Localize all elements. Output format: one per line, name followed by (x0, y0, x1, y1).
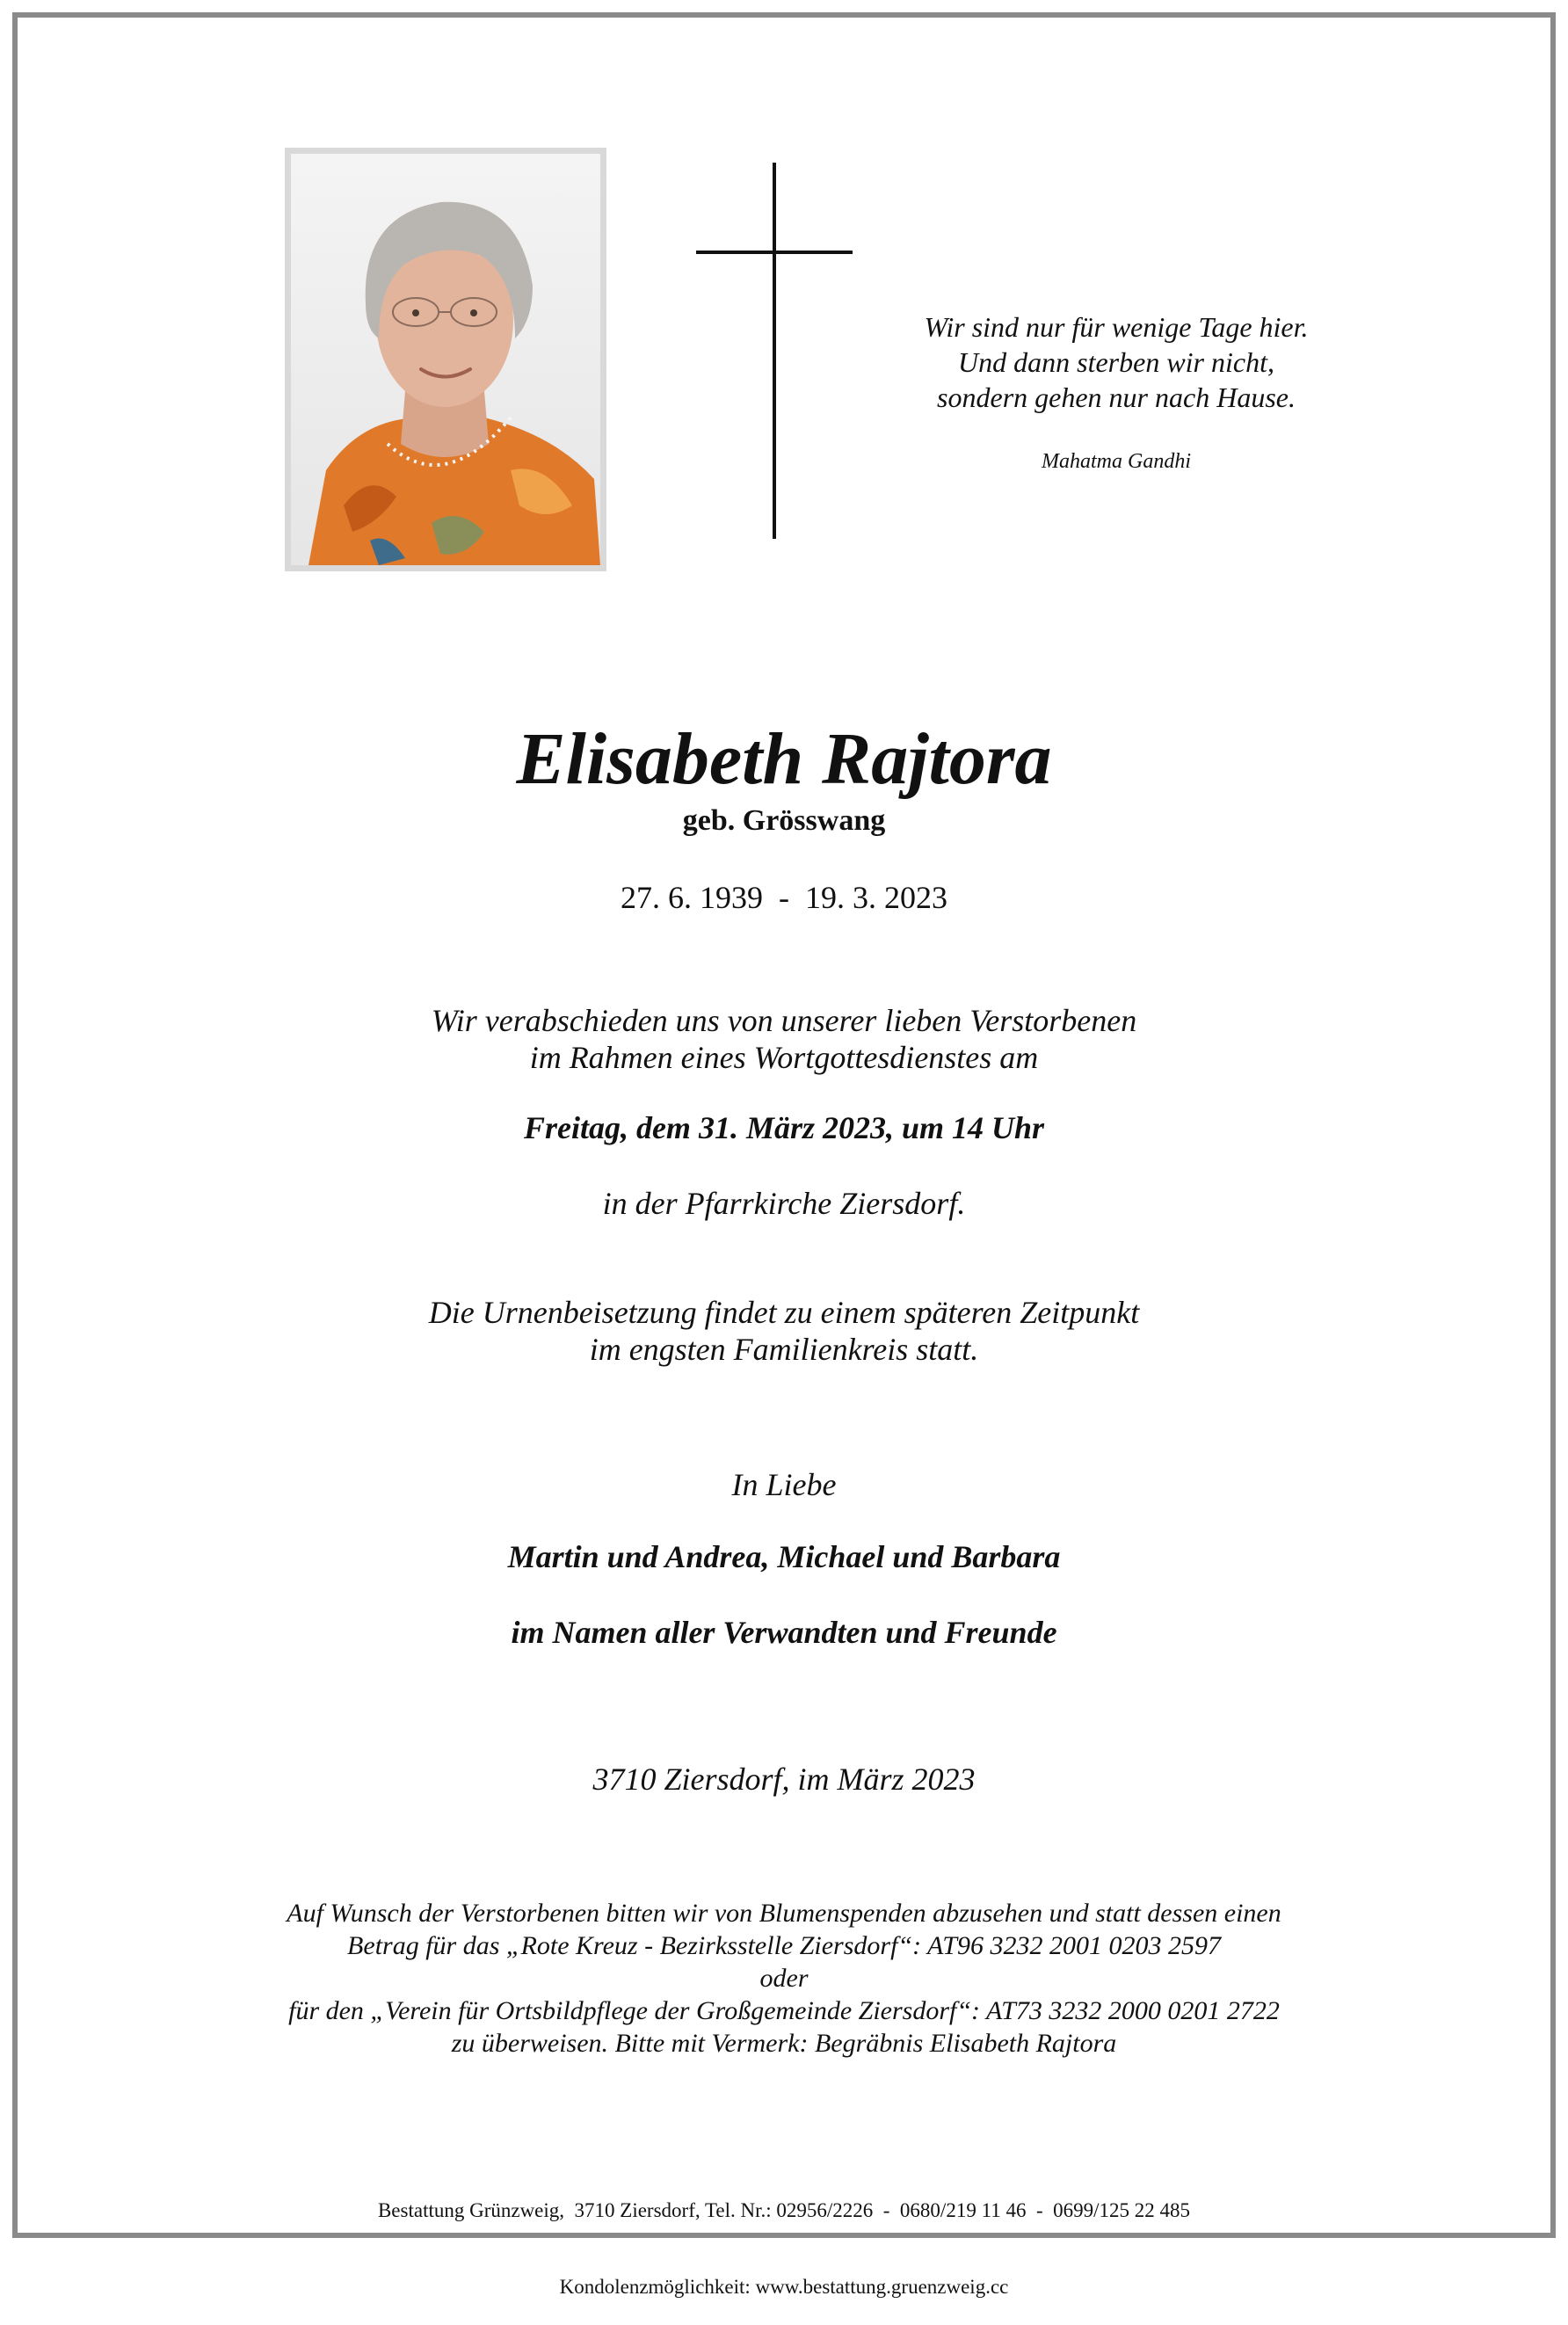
place-date: 3710 Ziersdorf, im März 2023 (592, 1762, 976, 1797)
cross-icon-horizontal (696, 251, 853, 254)
burial-note (132, 1294, 1436, 1368)
quote-line: sondern gehen nur nach Hause. (937, 381, 1296, 413)
service-intro (132, 1002, 1436, 1076)
donation-line: zu überweisen. Bitte mit Vermerk: Begräbnis Elisabeth Rajtora (451, 2029, 1117, 2058)
funeral-home-contact: Bestattung Grünzweig, 3710 Ziersdorf, Tel. Nr.: 02956/2226 - 0680/219 11 46 - 0699/125 22 485 (377, 2199, 1191, 2221)
deceased-name: Elisabeth Rajtora (516, 718, 1052, 800)
quote-author: Mahatma Gandhi (1042, 450, 1191, 473)
quote-block (879, 309, 1354, 415)
donation-note (132, 1897, 1436, 2060)
burial-line: Die Urnenbeisetzung findet zu einem späteren Zeitpunkt (428, 1295, 1140, 1330)
in-love: In Liebe (731, 1467, 837, 1502)
service-intro-line: Wir verabschieden uns von unserer lieben Verstorbenen (431, 1003, 1137, 1038)
family-names: Martin und Andrea, Michael und Barbara (507, 1539, 1061, 1574)
relatives-line: im Namen aller Verwandten und Freunde (511, 1615, 1057, 1650)
burial-line: im engsten Familienkreis statt. (589, 1332, 979, 1367)
service-intro-line: im Rahmen eines Wortgottesdienstes am (529, 1040, 1039, 1075)
portrait-illustration (291, 154, 600, 565)
footer (132, 2147, 1436, 2325)
donation-line: Auf Wunsch der Verstorbenen bitten wir von Blumenspenden abzusehen und statt dessen einen (287, 1899, 1281, 1928)
maiden-name: geb. Grösswang (682, 804, 886, 837)
donation-line: Betrag für das „Rote Kreuz - Bezirksstelle Ziersdorf“: AT96 3232 2001 0203 2597 (347, 1931, 1221, 1960)
service-date-time: Freitag, dem 31. März 2023, um 14 Uhr (523, 1110, 1045, 1145)
portrait-photo (285, 148, 606, 571)
condolence-link: Kondolenzmöglichkeit: www.bestattung.gruenzweig.cc (559, 2276, 1009, 2298)
donation-line: oder (759, 1964, 809, 1993)
life-dates: 27. 6. 1939 - 19. 3. 2023 (621, 880, 947, 915)
quote-line: Und dann sterben wir nicht, (958, 346, 1274, 378)
service-location: in der Pfarrkirche Ziersdorf. (602, 1186, 966, 1221)
cross-icon-vertical (773, 163, 776, 539)
quote-line: Wir sind nur für wenige Tage hier. (924, 311, 1309, 343)
donation-line: für den „Verein für Ortsbildpflege der Großgemeinde Ziersdorf“: AT73 3232 2000 0201 2722 (288, 1996, 1280, 2025)
